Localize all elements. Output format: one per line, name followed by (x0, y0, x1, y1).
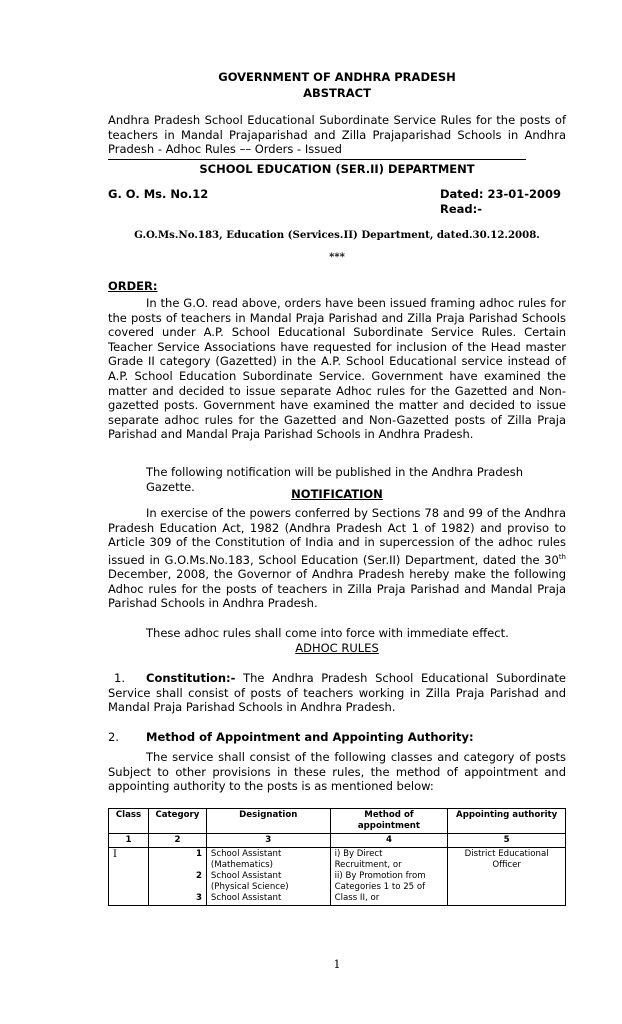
rule-2-number: 2. (108, 730, 119, 744)
category-value: 3 (195, 893, 202, 903)
column-number: 5 (448, 834, 566, 848)
designation-line: School Assistant (210, 893, 282, 903)
table-number-row (109, 834, 566, 848)
method-line: i) By Direct (334, 849, 383, 859)
designation-line: (Mathematics) (210, 860, 274, 870)
subject-text: Andhra Pradesh School Educational Subordinate Service Rules for the posts of teachers in Mandal Prajaparishad and Zilla Prajaparishad Schools in Andhra Pradesh - Adhoc Rules –– Orders - Issued (108, 113, 566, 157)
gazette-line: The following notification will be published in the Andhra Pradesh Gazette. (146, 465, 523, 494)
table-row (109, 848, 566, 906)
header-category: Category (148, 809, 206, 834)
separator-stars: *** (329, 252, 345, 263)
rule-1-title: Constitution:- (146, 671, 236, 685)
go-number: G. O. Ms. No.12 (108, 187, 209, 201)
force-line: These adhoc rules shall come into force with immediate effect. (146, 626, 509, 640)
method-line: ii) By Promotion from (334, 871, 426, 881)
method-cell (330, 848, 448, 906)
notification-superscript: th (558, 552, 566, 561)
table-header-row (109, 809, 566, 834)
rule-1-text: The Andhra Pradesh School Educational Subordinate Service shall consist of posts of teachers working in Zilla Praja Parishad and Mandal Praja Parishad Schools in Andhra Pradesh. (108, 671, 566, 715)
designation-cell (206, 848, 330, 906)
rule-2-heading (108, 730, 566, 745)
category-value: 1 (195, 849, 202, 859)
header-authority: Appointing authority (448, 809, 566, 834)
header-method: Method of appointment (330, 809, 448, 834)
order-paragraph: In the G.O. read above, orders have been issued framing adhoc rules for the posts of teachers in Mandal Praja Parishad and Zilla Praja Parishad Schools covered under A.P. School Educational Subordinate Service Rules. Certain Teacher Service Associations have requested for inclusion of the Head master Grade II category (Gazetted) in the A.P. School Educational service instead of A.P. School Education Subordinate Service. Government have examined the matter and decided to issue separate Adhoc rules for the Gazetted and Non-gazetted posts. Government have examined the matter and decided to issue separate adhoc rules for the Gazetted and Non-Gazetted posts of Zilla Praja Parishad and Mandal Praja Parishad Schools in Andhra Pradesh. (108, 296, 566, 442)
authority-cell (448, 848, 566, 906)
column-number: 4 (330, 834, 448, 848)
category-value: 2 (195, 871, 202, 881)
department-heading: SCHOOL EDUCATION (SER.II) DEPARTMENT (199, 162, 475, 176)
rule-2-text: The service shall consist of the following classes and category of posts Subject to other provisions in these rules, the method of appointment and appointing authority to the posts is as mentioned below: (108, 750, 566, 794)
order-heading: ORDER: (108, 279, 158, 293)
method-line: Class II, or (334, 893, 380, 903)
posts-table (108, 808, 566, 906)
header-designation: Designation (206, 809, 330, 834)
class-cell: I (109, 848, 149, 906)
subject-divider (108, 159, 526, 160)
notification-paragraph (108, 506, 566, 611)
column-number: 1 (109, 834, 149, 848)
method-line: Recruitment, or (334, 860, 402, 870)
read-label: Read:- (440, 202, 483, 216)
method-line: Categories 1 to 25 of (334, 882, 426, 892)
category-cell (148, 848, 206, 906)
rule-1-number: 1. (114, 671, 125, 685)
authority-line: Officer (492, 860, 521, 870)
rule-2-title: Method of Appointment and Appointing Authority: (146, 730, 474, 744)
designation-line: School Assistant (210, 871, 282, 881)
page-number: 1 (333, 958, 341, 971)
header-class: Class (109, 809, 149, 834)
reference-line: G.O.Ms.No.183, Education (Services.II) Department, dated.30.12.2008. (134, 229, 540, 241)
designation-line: (Physical Science) (210, 882, 289, 892)
rule-1 (108, 671, 566, 715)
adhoc-rules-heading: ADHOC RULES (295, 641, 379, 655)
designation-line: School Assistant (210, 849, 282, 859)
column-number: 2 (148, 834, 206, 848)
government-heading: GOVERNMENT OF ANDHRA PRADESH (218, 70, 456, 84)
notification-text-part2: December, 2008, the Governor of Andhra Pradesh hereby make the following Adhoc rules for the posts of teachers in Zilla Praja Parishad and Mandal Praja Parishad Schools in Andhra Pradesh. (108, 567, 566, 611)
go-date: Dated: 23-01-2009 (440, 187, 561, 201)
notification-text-part1: In exercise of the powers conferred by Sections 78 and 99 of the Andhra Pradesh Education Act, 1982 (Andhra Pradesh Act 1 of 1982) and proviso to Article 309 of the Constitution of India and in supercession of the adhoc rules issued in G.O.Ms.No.183, School Education (Ser.II) Department, dated the 30 (108, 506, 566, 567)
authority-line: District Educational (464, 849, 549, 859)
abstract-heading: ABSTRACT (303, 86, 371, 100)
column-number: 3 (206, 834, 330, 848)
notification-heading: NOTIFICATION (291, 487, 383, 501)
